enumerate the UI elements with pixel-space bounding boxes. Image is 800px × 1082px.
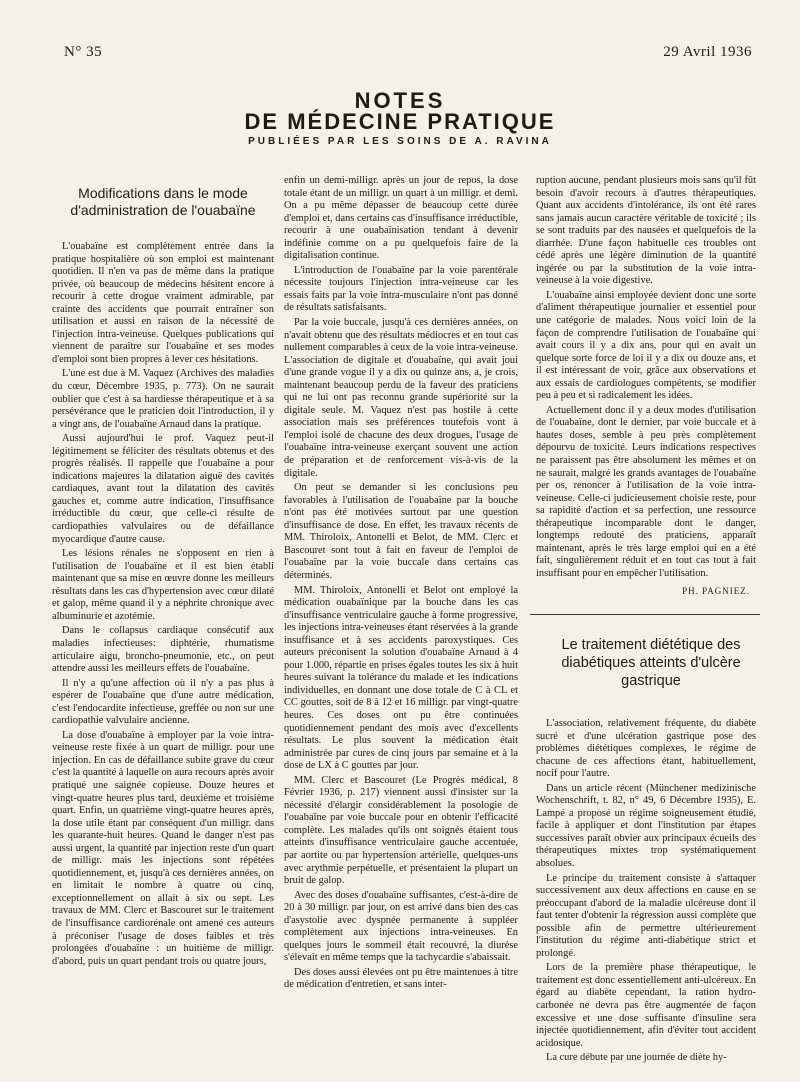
paragraph: Avec des doses d'ouabaïne suffisantes, c'est-à-dire de 20 à 30 milligr. par jour, on est arrivé dans bien des cas d'asystolie avec dyspnée permanente à suppléer complètement aux injections intra-veineuses. En quelques jours le sommeil était recouvré, la diurèse s'élevait en même temps que la tachycardie s'abaissait.	[284, 889, 518, 964]
masthead-line1: NOTES	[354, 88, 446, 113]
issue-number: N° 35	[64, 44, 103, 60]
paragraph: On peut se demander si les conclusions peu favorables à l'utilisation de l'ouabaïne par la bouche n'ont pas été motivées surtout par une question d'insuffisance de dose. En effet, les travaux récents de MM. Thiroloix, Antonelli et Belot, de MM. Clerc et Bascouret sont tout à fait en faveur de l'emploi de l'ouabaïne par la voie buccale dans certains cas déterminés.	[284, 482, 518, 581]
masthead-line2: DE MÉDECINE PRATIQUE	[244, 109, 556, 134]
article2-body	[536, 718, 756, 1067]
column-1	[52, 175, 274, 970]
paragraph: ruption aucune, pendant plusieurs mois sans qu'il fût besoin d'avoir recours à d'autres thérapeutiques. Quant aux accidents d'intolérance, ils ont été rares sans jamais aucun caractère véritable de toxicité ; ils se sont traduits par des nausées et quelquefois de la diarrhée. D'une façon habituelle ces troubles ont cédé après une légère diminution de la quantité ingérée ou par la substitution de la voie intra-veineuse à la voie digestive.	[536, 175, 756, 287]
paragraph: Dans le collapsus cardiaque consécutif aux maladies infectieuses: diphtérie, rhumatisme articulaire aigu, broncho-pneumonie, etc., on peut attendre aussi les meilleurs effets de l'ouabaïne.	[52, 625, 274, 675]
paragraph: L'introduction de l'ouabaïne par la voie parentérale nécessite toujours l'injection intra-veineuse car les essais faits par la voie intra-musculaire n'ont pas donné de résultats satisfaisants.	[284, 264, 518, 314]
paragraph: Actuellement donc il y a deux modes d'utilisation de l'ouabaïne, dont le dernier, par voie buccale et à hautes doses, semble à peu près complètement dépourvu de toxicité. Leurs indications respectives ne paraissent pas être absolument les mêmes et on ne saurait, malgré les grands avantages de l'ouabaïne per os, renoncer à l'utilisation de la voie intra-veineuse. Celle-ci judicieusement choisie reste, pour sa rapidité d'action et sa perfection, une ressource thérapeutique incomparable dont le danger, longtemps redouté des praticiens, apparaît maintenant, après le très large emploi qui en a été fait, singulièrement réduit et en tout cas tout à fait insuffisant pour en empêcher l'utilisation.	[536, 404, 756, 579]
paragraph: Aussi aujourd'hui le prof. Vaquez peut-il légitimement se féliciter des résultats obtenus et des progrès réalisés. Il rappelle que l'ouabaïne a pour indications majeures la dilatation aiguë des cavités cardiaques, avant tout la dilatation des cavités gauches et, comme autre indication, l'insuffisance irréductible du cœur, que celle-ci résulte de cardiopathies valvulaires ou de défaillance myocardique d'autre cause.	[52, 433, 274, 545]
author-signature: PH. PAGNIEZ.	[682, 585, 750, 596]
paragraph: enfin un demi-milligr. après un jour de repos, la dose totale étant de un milligr. un quart à un milligr. et demi. On a pu même dépasser de beaucoup cette durée d'emploi et, dans certains cas d'insuffisance irréductible, recourir à une ouabaïnisation tendant à devenir indéfinie comme on a pu quelquefois faire de la digitalisation continue.	[284, 175, 518, 262]
paragraph: L'association, relativement fréquente, du diabète sucré et d'une ulcération gastrique pose des problèmes diététiques complexes, le régime de chacune de ces affections étant, habituellement, nocif pour l'autre.	[536, 718, 756, 780]
paragraph: Par la voie buccale, jusqu'à ces dernières années, on n'avait obtenu que des résultats médiocres et en tout cas nullement comparables à ceux de la voie intra-veineuse. L'association de digitale et d'ouabaïne, qui avait joui d'une grande vogue il y a dix ou quinze ans, a, je crois, maintenant beaucoup perdu de la faveur des praticiens qui ne lui ont pas reconnu grande supériorité sur la digitale seule. M. Vaquez n'est pas hostile à cette association mais ses préférences toutefois vont à l'emploi isolé de chacune des deux drogues, l'usage de l'ouabaïne intra-veineuse exerçant souvent une action de préparation et de renforcement vis-à-vis de la digitale.	[284, 317, 518, 479]
masthead-subtitle: PUBLIÉES PAR LES SOINS DE A. RAVINA	[248, 136, 552, 147]
column-3	[536, 175, 756, 597]
paragraph: La dose d'ouabaïne à employer par la voie intra-veineuse reste fixée à un quart de milligr. pour une injection. En cas de défaillance subite grave du cœur c'est la quantité à laquelle on aura recours après avoir pratiqué une saignée copieuse. Douze heures et vingt-quatre heures plus tard, deuxième et troisième quart. Enfin, un quatrième vingt-quatre heures après, la dose utile étant par conséquent d'un milligr. dans les quarante-huit heures. Quand le danger n'est pas aussi urgent, la quantité par injection reste d'un quart de milligr. mais les injections sont répétées quotidiennement, et, jusqu'à ces dernières années, on en limitait le nombre à quatre ou cinq, exceptionnellement on allait à six ou sept. Les travaux de MM. Clerc et Bascouret sur le traitement de l'insuffisance cardiorénale ont amené ces auteurs à préconiser l'usage de doses faibles et très prolongées d'ouabaïne : un huitième de milligr. d'abord, puis un quart pendant trois ou quatre jours,	[52, 729, 274, 967]
article2-title: Le traitement diététique des diabétiques atteints d'ulcère gastrique	[561, 637, 741, 689]
paragraph: MM. Clerc et Bascouret (Le Progrès médical, 8 Février 1936, p. 217) viennent aussi d'insister sur la nécessité d'élargir considérablement la posologie de l'ouabaïne par voie buccale pour en obtenir l'efficacité complète. Les malades qu'ils ont soignés étaient tous atteints d'insuffisance ventriculaire gauche accentuée, par aortite ou par hypertension artérielle, quelques-uns avec arythmie perpétuelle, et présentaient la plupart un bruit de galop.	[284, 774, 518, 887]
paragraph: Les lésions rénales ne s'opposent en rien à l'utilisation de l'ouabaïne et il est bien établi maintenant que sa mise en œuvre donne les meilleurs résultats dans les cas d'hypertension avec cœur dilaté et galop, même quand il y a néphrite chronique avec albuminurie et azotémie.	[52, 548, 274, 622]
paragraph: Dans un article récent (Münchener medizinische Wochenschrift, t. 82, n° 49, 6 Décembre 1935), E. Lampé a proposé un régime soigneusement étudié, facile à appliquer et dont l'institution par étapes successives paraît obvier aux principaux écueils des thérapeutiques mixtes trop systématiquement absolues.	[536, 782, 756, 870]
paragraph: MM. Thiroloix, Antonelli et Belot ont employé la médication ouabaïnique par la bouche dans les cas d'insuffisance ventriculaire gauche à forme progressive, les injections intra-veineuses étant réservées à la grande insuffisance et à ses accidents paroxystiques. Ces auteurs préconisent la solution d'ouabaïne Arnaud à 4 pour 1.000, répartie en prises égales toutes les six à huit heures suivant la tolérance du malade et les indications individuelles, en donnant une dose totale de C à CL et CC gouttes, soit de 8 à 12 et 16 milligr. par vingt-quatre heures. Ces doses ont pu être continuées quotidiennement pendant des mois avec d'excellents résultats. Le plus souvent la médication était administrée par cures de cinq jours par semaine et à la dose de LX à C gouttes par jour.	[284, 584, 518, 772]
paragraph: L'ouabaïne ainsi employée devient donc une sorte d'aliment thérapeutique journalier et essentiel pour une catégorie de malades. Nous voici loin de la façon de comprendre l'utilisation de l'ouabaïne qui avait cours il y a dix ans, pour qui en avait un quelque sorte force de loi il y a dix ou douze ans, et il est intéressant de voir, grâce aux observations et aux essais de cardiologues compétents, se modifier peu à peu et si radicalement les idées.	[536, 289, 756, 402]
paragraph: L'une est due à M. Vaquez (Archives des maladies du cœur, Décembre 1935, p. 773). On ne saurait oublier que c'est à sa hardiesse thérapeutique et à sa persévérance que le praticien doit l'introduction, il y a vingt ans, de l'ouabaïne Arnaud dans la pratique.	[52, 368, 274, 430]
column-2	[284, 175, 518, 994]
article-divider	[530, 614, 760, 615]
paragraph: Le principe du traitement consiste à s'attaquer successivement aux deux affections en cause en se préoccupant d'abord de la maladie ulcéreuse dont il faut tenter d'obtenir la régression aussi complète que possible afin de permettre ultérieurement l'institution du régime anti-diabétique strict et prolongé.	[536, 872, 756, 959]
paragraph: La cure débute par une journée de diète hy-	[546, 1052, 727, 1064]
paragraph: Il n'y a qu'une affection où il n'y a pas plus à espérer de l'ouabaïne que d'une autre médication, c'est l'endocardite infectieuse, greffée ou non sur une cardiopathie valvulaire ancienne.	[52, 677, 274, 727]
article1-title: Modifications dans le mode d'administration de l'ouabaïne	[70, 185, 256, 218]
issue-date: 29 Avril 1936	[663, 44, 752, 60]
paragraph: L'ouabaïne est complètement entrée dans la pratique hospitalière où son emploi est maintenant quotidien. Il n'en va pas de même dans la pratique privée, où beaucoup de médecins hésitent encore à recourir à cette drogue vraiment admirable, par crainte des accidents que pourrait entraîner son utilisation et aussi en raison de la nécessité de l'injection intra-veineuse. Quelques publications qui viennent de paraître sur l'ouabaïne et ses modes d'emploi sont bien propres à lever ces hésitations.	[52, 241, 274, 365]
paragraph: Lors de la première phase thérapeutique, le traitement est donc essentiellement anti-ulcéreux. En égard au diabète cependant, la ration hydro-carbonée ne devra pas être augmentée de façon excessive et une dose suffisante d'insuline sera injectée quotidiennement, afin d'éviter tout accident acidosique.	[536, 962, 756, 1049]
paragraph: Des doses aussi élevées ont pu être maintenues à titre de médication d'entretien, et sans inter-	[284, 966, 518, 991]
